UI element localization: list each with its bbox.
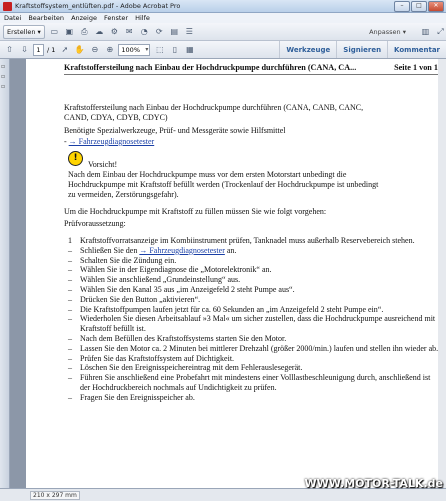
doc-title-line-1: Kraftstoffersteilung nach Einbau der Hochdruckpumpe durchführen (CANA, CANB, CANC, (64, 103, 364, 112)
thumbnails-icon[interactable]: ▫ (1, 63, 6, 70)
header-title: Kraftstoffersteilung nach Einbau der Hochdruckpumpe durchführen (CANA, CA... (64, 63, 357, 72)
attachments-icon[interactable]: ▫ (1, 83, 6, 90)
create-label: Erstellen ▾ (7, 27, 41, 36)
maximize-button[interactable]: □ (411, 1, 427, 12)
comment-icon[interactable]: ◔ (140, 27, 148, 36)
header-page-number: Seite 1 von 1 (394, 63, 438, 72)
forms-icon[interactable]: ☰ (185, 27, 193, 36)
customize-menu[interactable]: Anpassen ▾ (369, 27, 406, 36)
caution-text-3: zu vermeiden, Zerstörungsgefahr). (68, 190, 179, 199)
tools-heading: Benötigte Spezialwerkzeuge, Prüf- und Messgeräte sowie Hilfsmittel (64, 126, 286, 135)
hand-tool-icon[interactable]: ✋ (74, 45, 85, 54)
menu-bar (0, 13, 446, 23)
site-watermark: WWW.MOTOR-TALK.de (304, 477, 443, 490)
tools-list-item (64, 137, 154, 146)
list-item: – Schließen Sie den → Fahrzeugdiagnosetester an. (68, 245, 237, 255)
settings-icon[interactable]: ⚙ (110, 27, 118, 36)
zoom-select[interactable]: 100% ▾ (118, 44, 150, 56)
create-button[interactable] (3, 25, 45, 39)
bookmarks-icon[interactable]: ▫ (1, 73, 6, 80)
list-item: – Führen Sie anschließend eine Probefahrt mit mindestens einer Volllastbeschleunigung durch, anschließend ist der Hochdruckbereich nochmals auf Undichtigkeit zu prüfen. (68, 373, 431, 392)
minimize-button[interactable]: – (394, 1, 410, 12)
navigation-pane (0, 59, 10, 488)
select-cursor-icon[interactable]: ➚ (61, 45, 69, 54)
attach-icon[interactable]: ▥ (421, 27, 430, 36)
pdf-page (26, 59, 442, 488)
title-bar (0, 0, 446, 13)
list-item: – Fragen Sie den Ereignisspeicher ab. (68, 392, 195, 402)
fit-width-icon[interactable]: ▯ (172, 45, 178, 54)
zoom-out-icon[interactable]: ⊖ (91, 45, 99, 54)
list-item: – Die Kraftstoffpumpen laufen jetzt für ca. 60 Sekunden an „im Anzeigefeld 2 steht Pumpe ein“. (68, 304, 384, 314)
page-number-input[interactable]: 1 (33, 44, 44, 56)
list-item: – Wählen Sie anschließend „Grundeinstellung“ aus. (68, 275, 241, 285)
list-item: – Nach dem Befüllen des Kraftstoffsystems starten Sie den Motor. (68, 333, 287, 343)
navigation-toolbar (0, 41, 446, 59)
bullet: - (64, 137, 69, 146)
main-toolbar (0, 23, 446, 41)
next-page-icon[interactable]: ⇩ (21, 45, 28, 54)
comment-panel-button[interactable]: Kommentar (387, 41, 446, 58)
prerequisite-heading: Prüfvoraussetzung: (64, 219, 126, 228)
list-item: – Wählen Sie in der Eigendiagnose die „Motorelektronik“ an. (68, 265, 272, 275)
scan-icon[interactable]: ▤ (170, 27, 179, 36)
mail-icon[interactable]: ✉ (125, 27, 133, 36)
diagnostic-tester-link[interactable]: → Fahrzeugdiagnosetester (68, 137, 155, 146)
zoom-in-icon[interactable]: ⊕ (106, 45, 114, 54)
status-bar (0, 477, 446, 501)
folder-open-icon[interactable]: ▭ (50, 27, 59, 36)
menu-fenster[interactable]: Fenster (103, 14, 129, 22)
menu-anzeige[interactable]: Anzeige (71, 14, 97, 22)
list-item: – Wählen Sie den Kanal 35 aus „im Anzeigefeld 2 steht Pumpe aus“. (68, 284, 295, 294)
list-item: 1 Kraftstoffvorratsanzeige im Kombiinstrument prüfen, Tanknadel muss außerhalb Reservebereich stehen. (68, 236, 415, 245)
caution-heading: Vorsicht! (88, 160, 118, 169)
menu-datei[interactable]: Datei (4, 14, 22, 22)
read-mode-icon[interactable]: ▦ (186, 45, 194, 54)
list-item: – Lassen Sie den Motor ca. 2 Minuten bei mittlerer Drehzahl (größer 2000/min.) laufen und stellen ihn wieder ab. (68, 343, 439, 353)
close-button[interactable]: ✕ (428, 1, 444, 12)
list-item: – Schalten Sie die Zündung ein. (68, 255, 177, 265)
vertical-scrollbar[interactable] (438, 59, 446, 488)
caution-text-1: Nach dem Einbau der Hochdruckpumpe muss vor dem ersten Motorstart unbedingt die (68, 170, 347, 179)
warning-icon: ! (68, 151, 83, 166)
list-item: – Drücken Sie den Button „aktivieren“. (68, 294, 201, 304)
list-item: – Wiederholen Sie diesen Arbeitsablauf »3 Mal« um sicher zustellen, dass die Hochdruckpumpe ausreichend mit Kraftstoff befüllt ist. (68, 314, 436, 334)
sign-panel-button[interactable]: Signieren (336, 41, 387, 58)
document-area[interactable] (10, 59, 446, 488)
list-item: – Prüfen Sie das Kraftstoffsystem auf Dichtigkeit. (68, 353, 235, 363)
list-item: – Löschen Sie den Ereignisspeichereintrag mit dem Fehlerauslesegerät. (68, 363, 303, 373)
page-header (64, 63, 438, 75)
menu-hilfe[interactable]: Hilfe (135, 14, 150, 22)
intro-text: Um die Hochdruckpumpe mit Kraftstoff zu füllen müssen Sie wie folgt vorgehen: (64, 207, 327, 216)
acrobat-icon (3, 2, 12, 11)
page-size-indicator: 210 x 297 mm (30, 491, 80, 500)
cloud-icon[interactable]: ☁ (95, 27, 104, 36)
prev-page-icon[interactable]: ⇧ (6, 45, 13, 54)
page-total: / 1 (47, 45, 56, 54)
diagnostic-tester-link[interactable]: → Fahrzeugdiagnosetester (139, 245, 225, 255)
fit-page-icon[interactable]: ⬚ (156, 45, 164, 54)
share-icon[interactable]: ⟳ (155, 27, 163, 36)
caution-text-2: Hochdruckpumpe mit Kraftstoff befüllt werden (Trockenlauf der Hochdruckpumpe ist unbedingt (68, 180, 379, 189)
doc-title-line-2: CAND, CDYA, CDYB, CDYC) (64, 113, 168, 122)
expand-icon[interactable]: ⤢ (437, 26, 444, 36)
tools-panel-button[interactable]: Werkzeuge (279, 41, 336, 58)
menu-bearbeiten[interactable]: Bearbeiten (28, 14, 65, 22)
save-icon[interactable]: ▣ (65, 27, 74, 36)
window-title: Kraftstoffsystem_entlüften.pdf - Adobe Acrobat Pro (15, 2, 181, 10)
print-icon[interactable]: ⎙ (81, 26, 88, 36)
steps-list (68, 236, 442, 403)
